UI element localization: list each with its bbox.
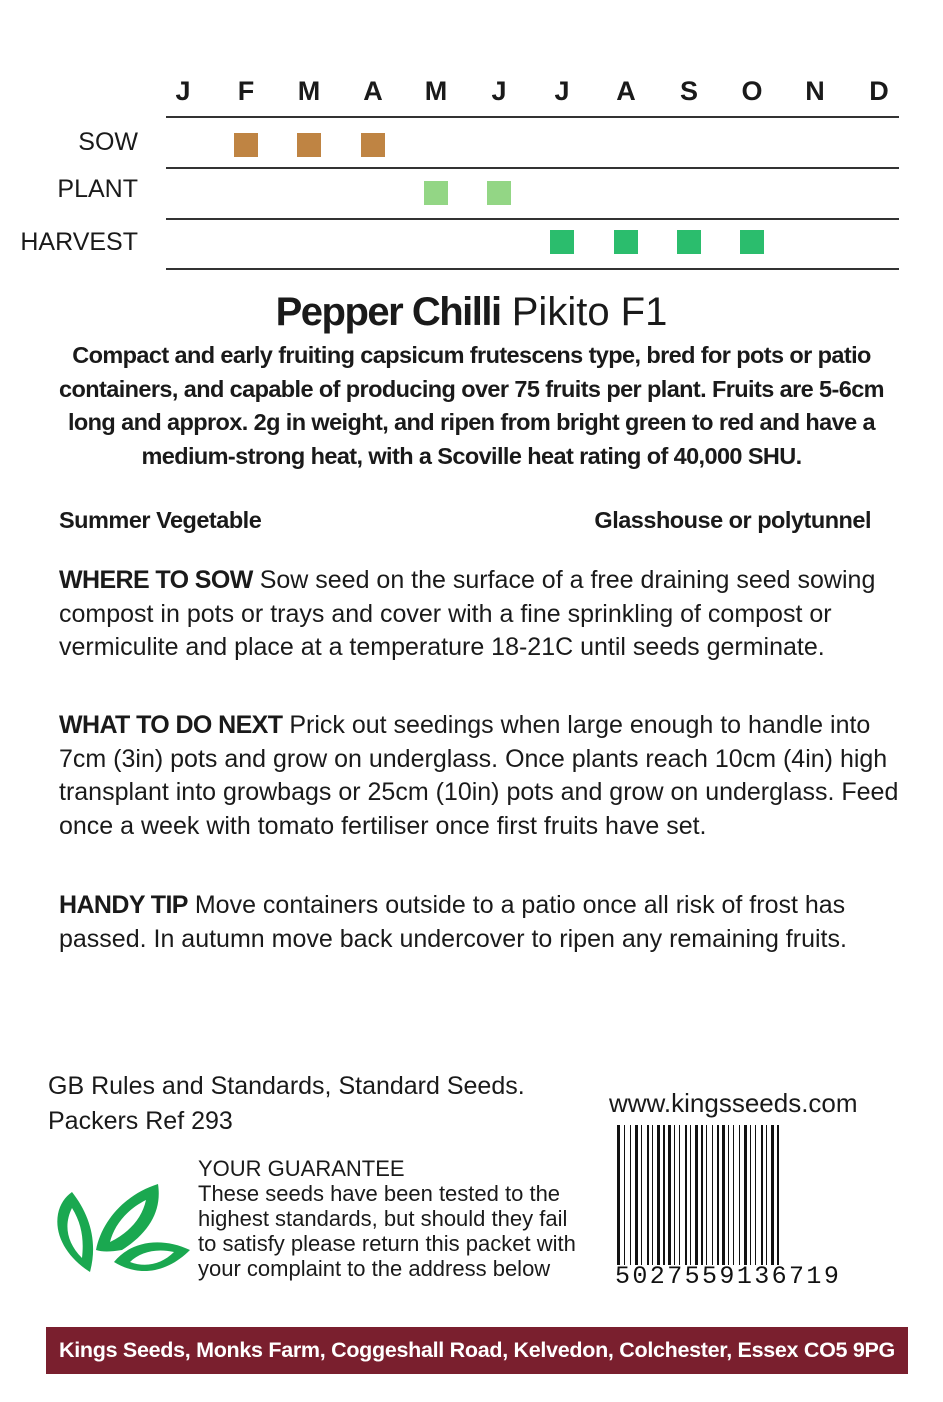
plant-marker: [487, 181, 511, 205]
barcode-bar: [635, 1125, 638, 1265]
month-label: A: [616, 76, 636, 106]
barcode-bar: [657, 1125, 660, 1265]
barcode-bar: [755, 1125, 756, 1265]
growing-location: Glasshouse or polytunnel: [594, 507, 871, 533]
product-variety: Pikito F1: [511, 290, 668, 334]
harvest-marker: [740, 230, 764, 254]
barcode-bar: [624, 1125, 625, 1265]
handy-tip-text: Move containers outside to a patio once all risk of frost has passed. In autumn move back undercover to ripen any remaining fruits.: [59, 891, 847, 953]
month-label: J: [554, 76, 570, 106]
harvest-marker: [677, 230, 701, 254]
product-category: Summer Vegetable: [59, 507, 262, 533]
what-to-do-next-heading: WHAT TO DO NEXT: [59, 711, 283, 739]
sow-marker: [361, 133, 385, 157]
guarantee-text: These seeds have been tested to the highest standards, but should they fail to satisfy please return this packet with your complaint to the address below: [198, 1181, 576, 1281]
calendar-divider: [166, 167, 899, 169]
month-label: J: [175, 76, 191, 106]
sow-marker: [297, 133, 321, 157]
barcode-bar: [663, 1125, 665, 1265]
month-label: S: [679, 76, 698, 106]
barcode-bar: [617, 1125, 620, 1265]
address-banner: Kings Seeds, Monks Farm, Coggeshall Road, Kelvedon, Colchester, Essex CO5 9PG: [46, 1327, 908, 1374]
barcode-bar: [766, 1125, 767, 1265]
barcode-bar: [728, 1125, 729, 1265]
what-to-do-next-text: Prick out seedings when large enough to handle into 7cm (3in) pots and grow on underglass. Once plants reach 10cm (4in) high transplant into growbags or 25cm (10in) pots and grow on underglass. Feed once a week with tomato fertiliser once first fruits have set.: [59, 711, 899, 840]
guarantee-block: [198, 1156, 588, 1281]
barcode-bar: [668, 1125, 671, 1265]
packers-ref: Packers Ref 293: [48, 1107, 233, 1135]
barcode-bar: [744, 1125, 747, 1265]
harvest-row-label: HARVEST: [20, 228, 138, 256]
barcode-bar: [679, 1125, 680, 1265]
month-label: D: [869, 76, 889, 106]
leaf-logo-icon: [50, 1180, 192, 1280]
month-label: N: [805, 76, 825, 106]
plant-row-label: PLANT: [57, 175, 138, 203]
barcode-bar: [701, 1125, 703, 1265]
month-label: A: [363, 76, 383, 106]
barcode-bar: [750, 1125, 751, 1265]
barcode-bars: [615, 1125, 904, 1265]
barcode-bar: [722, 1125, 725, 1265]
barcode-bar: [674, 1125, 675, 1265]
barcode-bar: [712, 1125, 713, 1265]
what-to-do-next-paragraph: [59, 709, 899, 843]
guarantee-title: YOUR GUARANTEE: [198, 1156, 405, 1181]
sow-row-label: SOW: [78, 128, 138, 156]
product-description: Compact and early fruiting capsicum frutescens type, bred for pots or patio containers, and capable of producing over 75 fruits per plant. Fruits are 5-6cm long and approx. 2g in weight, and ripen from bright green to red and have a medium-strong heat, with a Scoville heat rating of 40,000 SHU.: [59, 342, 884, 469]
harvest-marker: [614, 230, 638, 254]
barcode: [615, 1125, 904, 1265]
barcode-bar: [630, 1125, 631, 1265]
where-to-sow-paragraph: [59, 564, 899, 665]
barcode-bar: [695, 1125, 698, 1265]
handy-tip-heading: HANDY TIP: [59, 891, 188, 919]
where-to-sow-heading: WHERE TO SOW: [59, 566, 253, 594]
barcode-bar: [652, 1125, 653, 1265]
barcode-bar: [641, 1125, 642, 1265]
calendar-divider: [166, 218, 899, 220]
barcode-bar: [761, 1125, 763, 1265]
month-label: O: [741, 76, 763, 106]
barcode-bar: [733, 1125, 734, 1265]
calendar-divider: [166, 268, 899, 270]
product-name: Pepper Chilli: [275, 290, 501, 334]
barcode-bar: [771, 1125, 774, 1265]
barcode-bar: [739, 1125, 740, 1265]
handy-tip-paragraph: [59, 889, 899, 956]
month-label: J: [491, 76, 507, 106]
barcode-bar: [777, 1125, 779, 1265]
barcode-number: 5027559136719: [615, 1262, 842, 1291]
website-link[interactable]: www.kingsseeds.com: [609, 1088, 858, 1118]
standards-line: GB Rules and Standards, Standard Seeds.: [48, 1072, 525, 1100]
barcode-bar: [685, 1125, 687, 1265]
barcode-bar: [706, 1125, 707, 1265]
month-label: M: [297, 76, 321, 106]
sow-marker: [234, 133, 258, 157]
plant-marker: [424, 181, 448, 205]
calendar-divider: [166, 116, 899, 118]
month-label: M: [424, 76, 448, 106]
where-to-sow-text: Sow seed on the surface of a free draining seed sowing compost in pots or trays and cover with a fine sprinkling of compost or vermiculite and place at a temperature 18-21C until seeds germinate.: [59, 566, 876, 661]
product-title: [0, 290, 943, 335]
harvest-marker: [550, 230, 574, 254]
month-label: F: [237, 76, 255, 106]
barcode-bar: [717, 1125, 719, 1265]
barcode-bar: [647, 1125, 649, 1265]
barcode-bar: [690, 1125, 691, 1265]
